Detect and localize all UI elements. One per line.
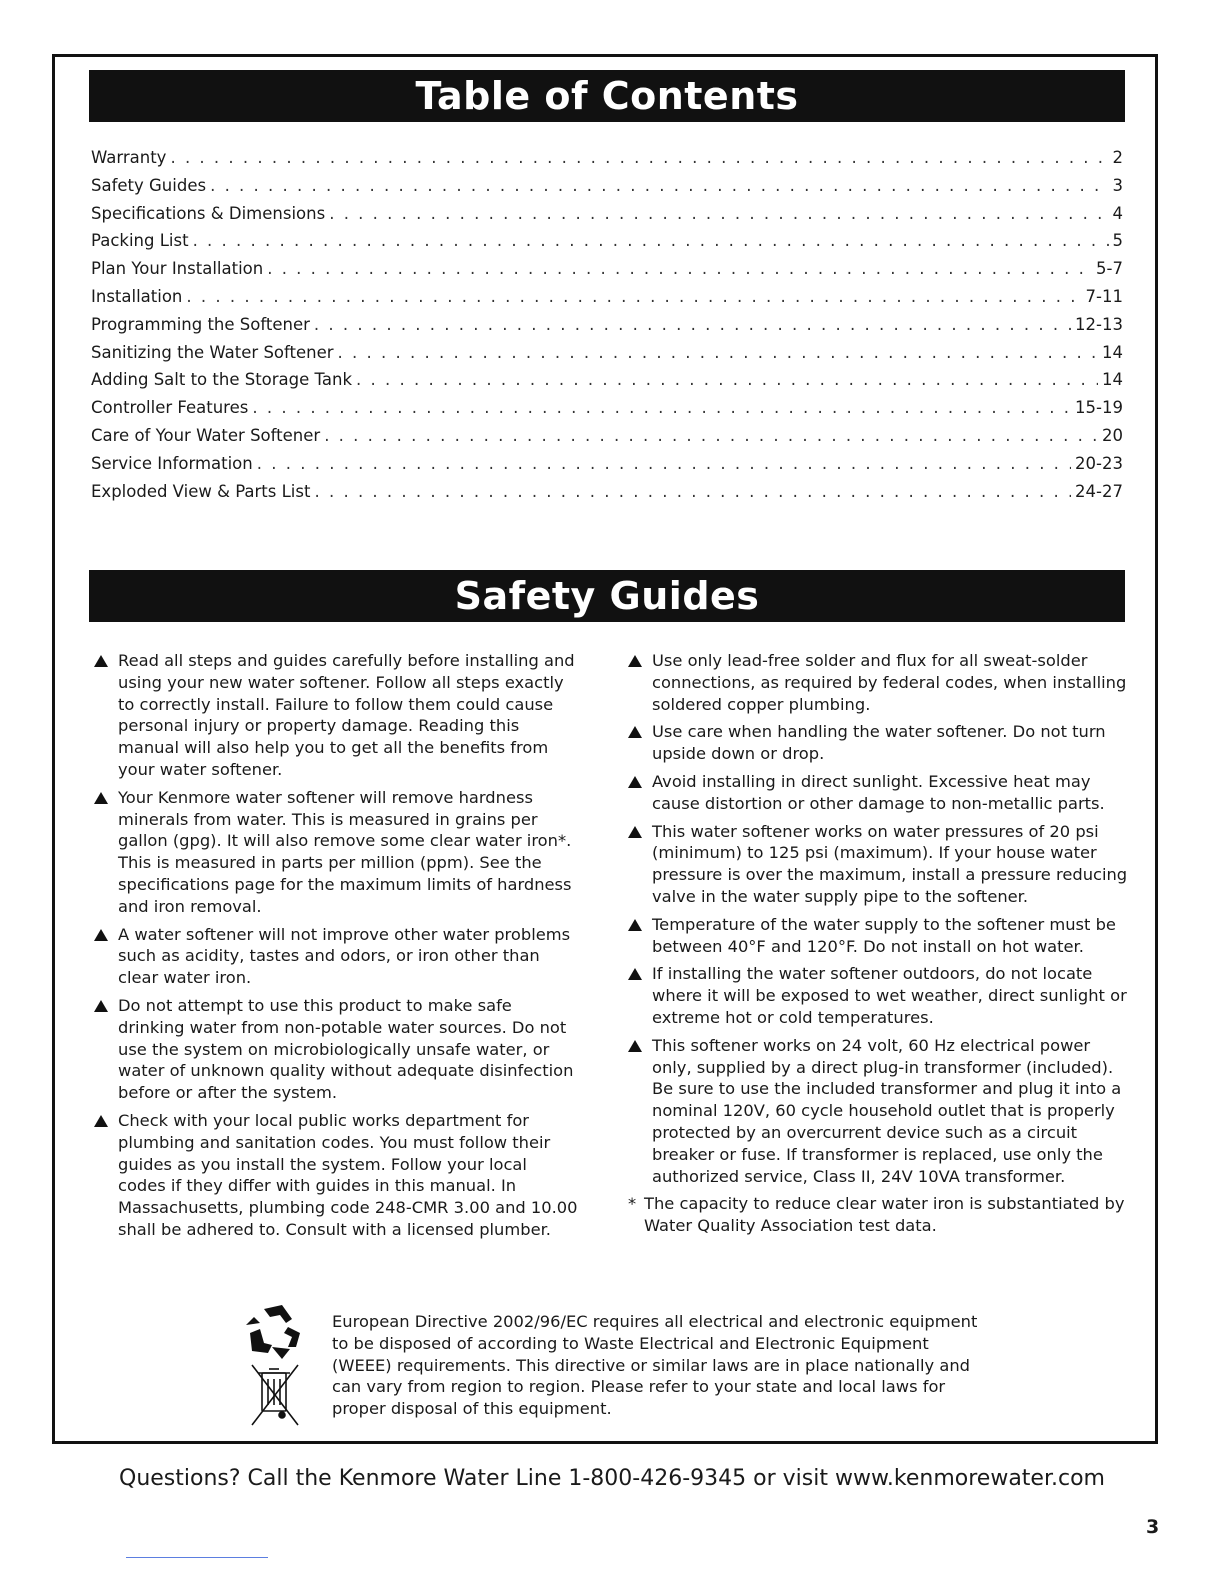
toc-entry-page: 4 (1112, 203, 1123, 223)
toc-entry[interactable] (91, 148, 1123, 176)
toc-entry[interactable] (91, 482, 1123, 510)
safety-guides-title: Safety Guides (89, 570, 1125, 622)
toc-entry-page: 7-11 (1085, 286, 1123, 306)
toc-entry-title: Warranty (91, 148, 167, 167)
safety-item-text: Temperature of the water supply to the softener must be between 40°F and 120°F. Do not install on hot water. (652, 914, 1116, 956)
toc-leader (314, 482, 1071, 501)
toc-entry-title: Adding Salt to the Storage Tank (91, 370, 352, 390)
safety-item (628, 721, 1128, 765)
safety-item (628, 771, 1128, 815)
toc-entry-title: Safety Guides (91, 175, 207, 195)
toc-entry-page: 24-27 (1075, 481, 1123, 501)
toc-leader (267, 259, 1092, 278)
toc-leader (356, 370, 1098, 389)
safety-item-text: A water softener will not improve other water problems such as acidity, tastes and odors, or iron other than clear water iron. (118, 924, 571, 988)
toc-entry-title: Packing List (91, 231, 189, 251)
page-number: 3 (1146, 1516, 1160, 1538)
toc-entry-title: Installation (91, 286, 183, 306)
footnote (628, 1193, 1128, 1237)
safety-item-text: Do not attempt to use this product to make safe drinking water from non-potable water sources. Do not use the system on microbiologically unsafe water, or water of unknown quality without adequate disinfection before or after the system. (118, 995, 574, 1103)
warning-triangle-icon (628, 655, 642, 667)
toc-entry-page: 14 (1102, 370, 1123, 390)
toc-entry[interactable] (91, 287, 1123, 315)
toc-entry-page: 5 (1112, 231, 1123, 251)
warning-triangle-icon (628, 1040, 642, 1052)
toc-leader (252, 398, 1071, 417)
safety-item (628, 821, 1128, 908)
crossed-out-bin-icon (252, 1365, 298, 1425)
toc-entry[interactable] (91, 259, 1123, 287)
toc-entry[interactable] (91, 454, 1123, 482)
toc-entry-page: 15-19 (1075, 398, 1123, 418)
toc-entry-title: Care of Your Water Softener (91, 425, 321, 445)
toc-title: Table of Contents (89, 70, 1125, 122)
safety-right-column (628, 650, 1128, 1237)
toc-leader (324, 426, 1098, 445)
toc-leader (186, 287, 1081, 306)
safety-left-column (94, 650, 578, 1247)
toc-entry-page: 3 (1112, 175, 1123, 195)
toc-entry-title: Service Information (91, 453, 253, 473)
toc-leader (193, 231, 1109, 250)
weee-icons (242, 1303, 306, 1433)
toc-leader (210, 176, 1108, 195)
toc-entry[interactable] (91, 204, 1123, 232)
toc-entry-title: Plan Your Installation (91, 259, 264, 279)
toc-entry[interactable] (91, 370, 1123, 398)
table-of-contents (91, 148, 1123, 509)
toc-entry-page: 20 (1102, 425, 1123, 445)
toc-entry[interactable] (91, 426, 1123, 454)
toc-entry-title: Sanitizing the Water Softener (91, 342, 334, 362)
footnote-mark: * (628, 1194, 637, 1214)
weee-notice: European Directive 2002/96/EC requires all electrical and electronic equipment to be disposed of according to Waste Electrical and Electronic Equipment (WEEE) requirements. This directive or similar laws are in place nationally and can vary from region to region. Please refer to your state and local laws for proper disposal of this equipment. (332, 1312, 978, 1419)
toc-leader (338, 343, 1098, 362)
toc-entry-page: 5-7 (1096, 259, 1123, 279)
warning-triangle-icon (94, 1115, 108, 1127)
warning-triangle-icon (94, 655, 108, 667)
recycle-icon (246, 1305, 300, 1359)
toc-entry-page: 2 (1112, 148, 1123, 167)
warning-triangle-icon (94, 792, 108, 804)
safety-item (94, 924, 578, 989)
toc-entry-page: 14 (1102, 342, 1123, 362)
warning-triangle-icon (628, 726, 642, 738)
footer-contact-line: Questions? Call the Kenmore Water Line 1-800-426-9345 or visit www.kenmorewater.com (119, 1466, 1105, 1491)
safety-item (94, 650, 578, 781)
warning-triangle-icon (628, 826, 642, 838)
toc-leader (170, 148, 1108, 167)
toc-entry[interactable] (91, 398, 1123, 426)
toc-entry[interactable] (91, 231, 1123, 259)
toc-entry[interactable] (91, 343, 1123, 371)
toc-leader (257, 454, 1071, 473)
safety-item-text: Check with your local public works department for plumbing and sanitation codes. You must follow their guides as you install the system. Follow your local codes if they differ with guides in this manual. In Massachusetts, plumbing code 248-CMR 3.00 and 10.00 shall be adhered to. Consult with a licensed plumber. (118, 1110, 578, 1239)
safety-item-text: Read all steps and guides carefully before installing and using your new water softener. Follow all steps exactly to correctly install. Failure to follow them could cause personal injury or property damage. Reading this manual will also help you to get all the benefits from your water softener. (118, 651, 575, 779)
safety-item-text: If installing the water softener outdoors, do not locate where it will be exposed to wet weather, direct sunlight or extreme hot or cold temperatures. (652, 964, 1127, 1027)
toc-leader (314, 315, 1071, 334)
toc-entry-page: 20-23 (1075, 453, 1123, 473)
warning-triangle-icon (94, 929, 108, 941)
safety-item-text: This water softener works on water pressures of 20 psi (minimum) to 125 psi (maximum). If your house water pressure is over the maximum, install a pressure reducing valve in the water supply pipe to the softener. (652, 821, 1128, 906)
toc-entry-title: Programming the Softener (91, 314, 310, 334)
safety-item (628, 1035, 1128, 1188)
toc-leader (329, 204, 1108, 223)
safety-item (628, 914, 1128, 958)
footnote-text: The capacity to reduce clear water iron is substantiated by Water Quality Association test data. (644, 1194, 1125, 1236)
safety-item-text: Your Kenmore water softener will remove hardness minerals from water. This is measured in grains per gallon (gpg). It will also remove some clear water iron*. This is measured in parts per million (ppm). See the specifications page for the maximum limits of hardness and iron removal. (118, 787, 572, 916)
safety-item-text: Use only lead-free solder and flux for all sweat-solder connections, as required by federal codes, when installing soldered copper plumbing. (652, 651, 1127, 714)
safety-item (628, 650, 1128, 715)
toc-entry-page: 12-13 (1075, 314, 1123, 334)
safety-item-text: This softener works on 24 volt, 60 Hz electrical power only, supplied by a direct plug-in transformer (included). Be sure to use the included transformer and plug it into a nominal 120V, 60 cycle household outlet that is properly protected by an overcurrent device such as a circuit breaker or fuse. If transformer is replaced, use only the authorized service, Class II, 24V 10VA transformer. (652, 1035, 1122, 1186)
safety-item-text: Use care when handling the water softener. Do not turn upside down or drop. (652, 722, 1106, 764)
toc-entry[interactable] (91, 176, 1123, 204)
safety-item (94, 1110, 578, 1241)
safety-item (94, 995, 578, 1104)
safety-item (94, 787, 578, 918)
warning-triangle-icon (94, 1000, 108, 1012)
toc-entry-title: Exploded View & Parts List (91, 481, 311, 501)
safety-item (628, 963, 1128, 1028)
toc-entry-title: Controller Features (91, 398, 249, 418)
safety-item-text: Avoid installing in direct sunlight. Excessive heat may cause distortion or other damage to non-metallic parts. (652, 771, 1105, 813)
divider-line (126, 1557, 268, 1558)
warning-triangle-icon (628, 776, 642, 788)
toc-entry[interactable] (91, 315, 1123, 343)
warning-triangle-icon (628, 968, 642, 980)
warning-triangle-icon (628, 919, 642, 931)
toc-entry-title: Specifications & Dimensions (91, 203, 326, 223)
